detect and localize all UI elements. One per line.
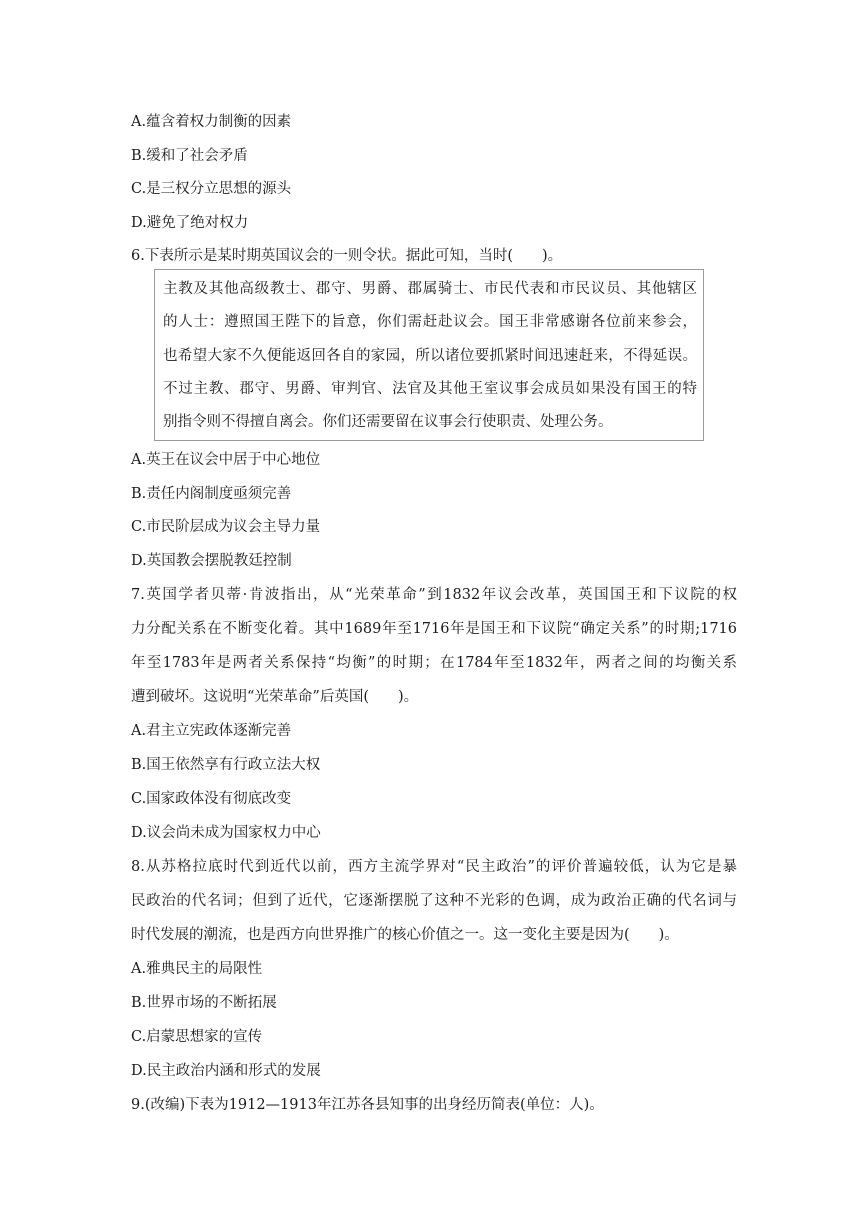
q7-option-d: D.议会尚未成为国家权力中心 xyxy=(131,825,321,841)
q7-option-c: C.国家政体没有彻底改变 xyxy=(131,791,292,807)
q6-quote-line: 也希望大家不久便能返回各自的家园，所以诸位要抓紧时间迅速赶来，不得延误。 xyxy=(163,348,697,364)
q5-option-d: D.避免了绝对权力 xyxy=(131,215,249,231)
q8-stem-line: 8.从苏格拉底时代到近代以前，西方主流学界对“民主政治”的评价普遍较低，认为它是暴 xyxy=(131,859,737,875)
q9-stem: 9.(改编)下表为1912—1913年江苏各县知事的出身经历简表(单位：人)。 xyxy=(131,1097,604,1113)
q6-option-d: D.英国教会摆脱教廷控制 xyxy=(131,553,292,569)
q8-option-c: C.启蒙思想家的宣传 xyxy=(131,1029,263,1045)
q6-option-c: C.市民阶层成为议会主导力量 xyxy=(131,519,321,535)
q8-option-d: D.民主政治内涵和形式的发展 xyxy=(131,1063,321,1079)
q6-quote-line: 不过主教、郡守、男爵、审判官、法官及其他王室议事会成员如果没有国王的特 xyxy=(163,381,697,397)
q7-stem-line: 7.英国学者贝蒂·肯波指出，从“光荣革命”到1832年议会改革，英国国王和下议院的权 xyxy=(131,587,737,603)
q7-option-a: A.君主立宪政体逐渐完善 xyxy=(131,723,292,739)
q5-option-a: A.蕴含着权力制衡的因素 xyxy=(131,114,292,130)
q5-option-b: B.缓和了社会矛盾 xyxy=(131,148,248,164)
q6-stem: 6.下表所示是某时期英国议会的一则令状。据此可知，当时( )。 xyxy=(131,248,563,264)
q8-stem-line: 民政治的代名词；但到了近代，它逐渐摆脱了这种不光彩的色调，成为政治正确的代名词与 xyxy=(131,893,737,909)
q7-stem-line: 力分配关系在不断变化着。其中1689年至1716年是国王和下议院“确定关系”的时期;1716 xyxy=(131,621,737,637)
q7-stem-line: 年至1783年是两者关系保持“均衡”的时期；在1784年至1832年，两者之间的均衡关系 xyxy=(131,655,737,671)
q6-quote-box xyxy=(154,269,704,441)
q7-stem-line: 遭到破坏。这说明“光荣革命”后英国( )。 xyxy=(131,689,419,705)
q7-option-b: B.国王依然享有行政立法大权 xyxy=(131,757,321,773)
q6-quote-line: 主教及其他高级教士、郡守、男爵、郡属骑士、市民代表和市民议员、其他辖区 xyxy=(163,281,697,297)
q6-quote-line: 别指令则不得擅自离会。你们还需要留在议事会行使职责、处理公务。 xyxy=(163,414,613,430)
q8-stem-line: 时代发展的潮流，也是西方向世界推广的核心价值之一。这一变化主要是因为( )。 xyxy=(131,927,679,943)
q8-option-a: A.雅典民主的局限性 xyxy=(131,961,263,977)
q8-option-b: B.世界市场的不断拓展 xyxy=(131,995,277,1011)
q6-option-b: B.责任内阁制度亟须完善 xyxy=(131,486,292,502)
q5-option-c: C.是三权分立思想的源头 xyxy=(131,181,292,197)
q6-option-a: A.英王在议会中居于中心地位 xyxy=(131,452,321,468)
q6-quote-line: 的人士：遵照国王陛下的旨意，你们需赶赴议会。国王非常感谢各位前来参会， xyxy=(163,314,697,330)
